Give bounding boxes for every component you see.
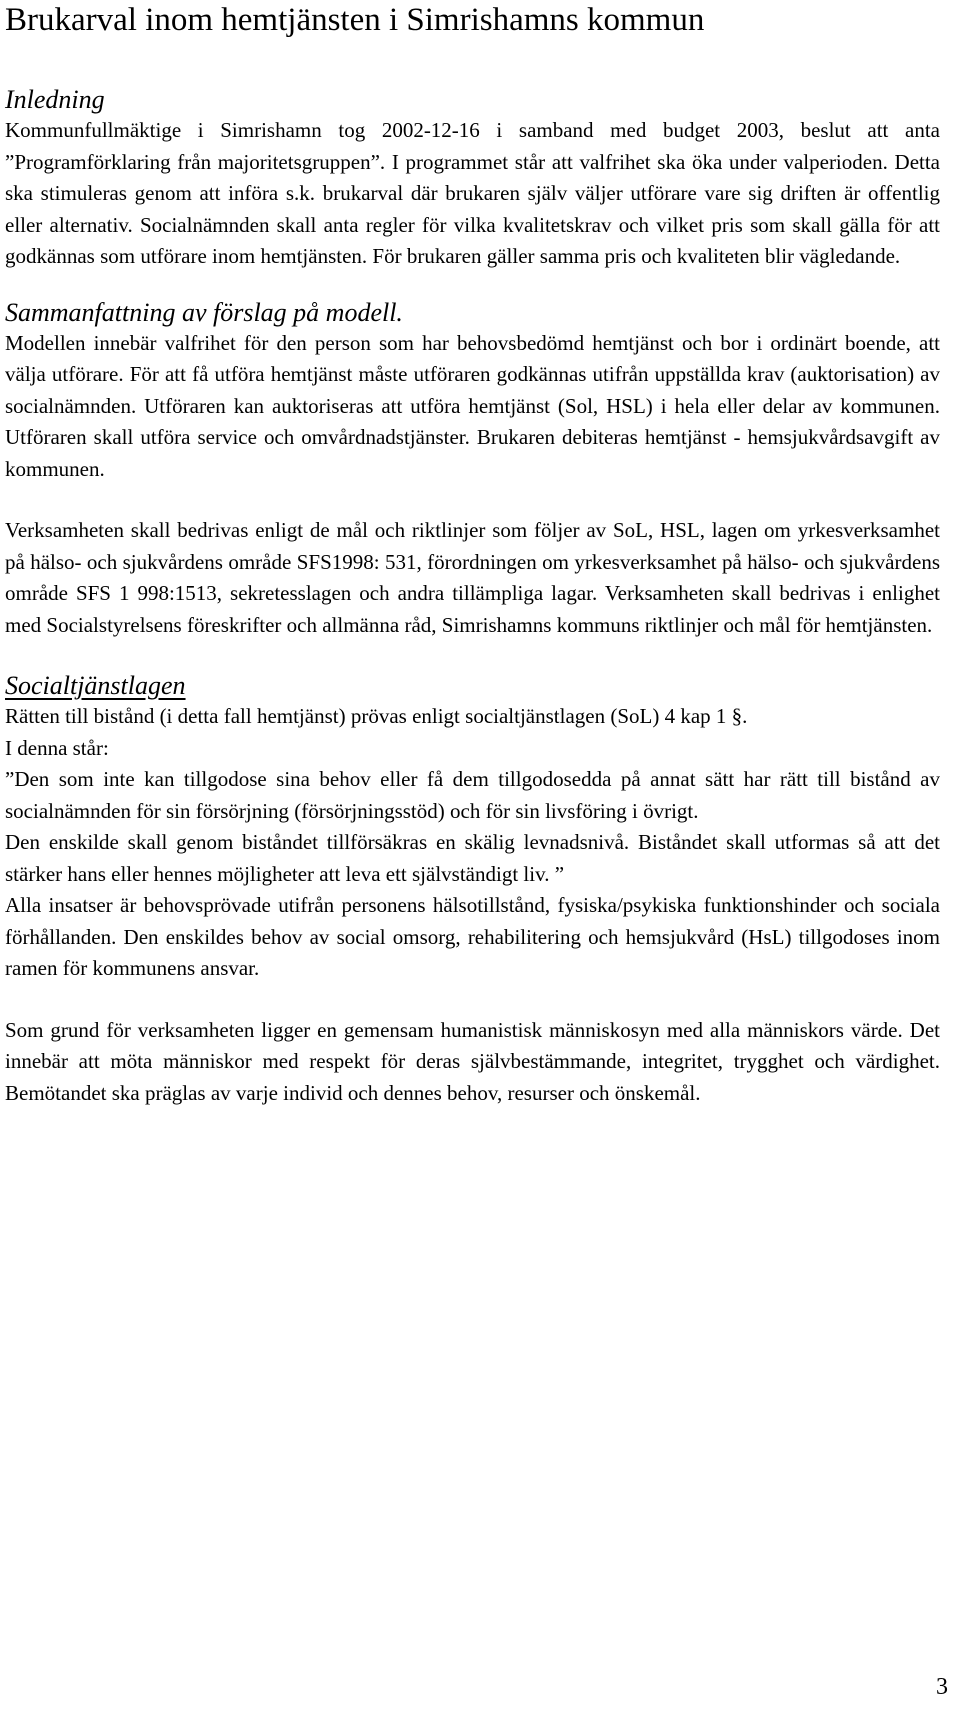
sol-quote-1: ”Den som inte kan tillgodose sina behov eller få dem tillgodosedda på annat sätt har rätt till bistånd av socialnämnden för sin försörjning (försörjningsstöd) och för sin livsföring i övrigt. [5, 767, 940, 823]
sol-paragraph-1: Rätten till bistånd (i detta fall hemtjänst) prövas enligt socialtjänstlagen (SoL) 4 kap 1 §. [5, 704, 748, 728]
sol-paragraph-4: Som grund för verksamheten ligger en gemensam humanistisk människosyn med alla människors värde. Det innebär att möta människor med respekt för deras självbestämmande, integritet, trygghet och värdighet. Bemötandet ska präglas av varje individ och dennes behov, resurser och önskemål. [5, 1017, 940, 1105]
heading-sammanfattning: Sammanfattning av förslag på modell. [5, 297, 403, 327]
sammanfattning-paragraph-2: Verksamheten skall bedrivas enligt de mål och riktlinjer som följer av SoL, HSL, lagen om yrkesverksamhet på hälso- och sjukvårdens område SFS1998: 531, förordningen om yrkesverksamhet på hälso- och sjukvårdens område SFS 1 998:1513, sekretesslagen och andra tillämpliga lagar. Verksamheten skall bedrivas i enlighet med Socialstyrelsens föreskrifter och allmänna råd, Simrishamns kommuns riktlinjer och mål för hemtjänsten. [5, 518, 940, 637]
heading-socialtjanstlagen: Socialtjänstlagen [5, 671, 186, 700]
sol-quote-2: Den enskilde skall genom biståndet tillförsäkras en skälig levnadsnivå. Biståndet skall utformas så att det stärker hans eller hennes möjligheter att leva ett självständigt liv. ” [5, 830, 940, 886]
page-number: 3 [936, 1674, 948, 1700]
document-page [5, 0, 940, 1109]
inledning-paragraph: Kommunfullmäktige i Simrishamn tog 2002-12-16 i samband med budget 2003, beslut att anta ”Programförklaring från majoritetsgruppen”. I programmet står att valfrihet ska öka under valperioden. Detta ska stimuleras genom att införa s.k. brukarval där brukaren själv väljer utförare vare sig driften är offentlig eller alternativ. Socialnämnden skall anta regler för vilka kvalitetskrav och vilket pris som skall gälla för att godkännas som utförare inom hemtjänsten. För brukaren gäller samma pris och kvaliteten blir vägledande. [5, 118, 940, 268]
heading-inledning: Inledning [5, 85, 105, 114]
sammanfattning-paragraph-1: Modellen innebär valfrihet för den person som har behovsbedömd hemtjänst och bor i ordinärt boende, att välja utförare. För att få utföra hemtjänst måste utföraren godkännas utifrån uppställda krav (auktorisation) av socialnämnden. Utföraren kan auktoriseras att utföra hemtjänst (Sol, HSL) i hela eller delar av kommunen. Utföraren skall utföra service och omvårdnadstjänster. Brukaren debiteras hemtjänst - hemsjukvårdsavgift av kommunen. [5, 330, 940, 481]
document-title: Brukarval inom hemtjänsten i Simrishamns kommun [5, 2, 705, 38]
sol-paragraph-2: I denna står: [5, 735, 109, 760]
sol-paragraph-3: Alla insatser är behovsprövade utifrån personens hälsotillstånd, fysiska/psykiska funktionshinder och sociala förhållanden. Den enskildes behov av social omsorg, rehabilitering och hemsjukvård (HsL) tillgodoses inom ramen för kommunens ansvar. [5, 893, 940, 980]
